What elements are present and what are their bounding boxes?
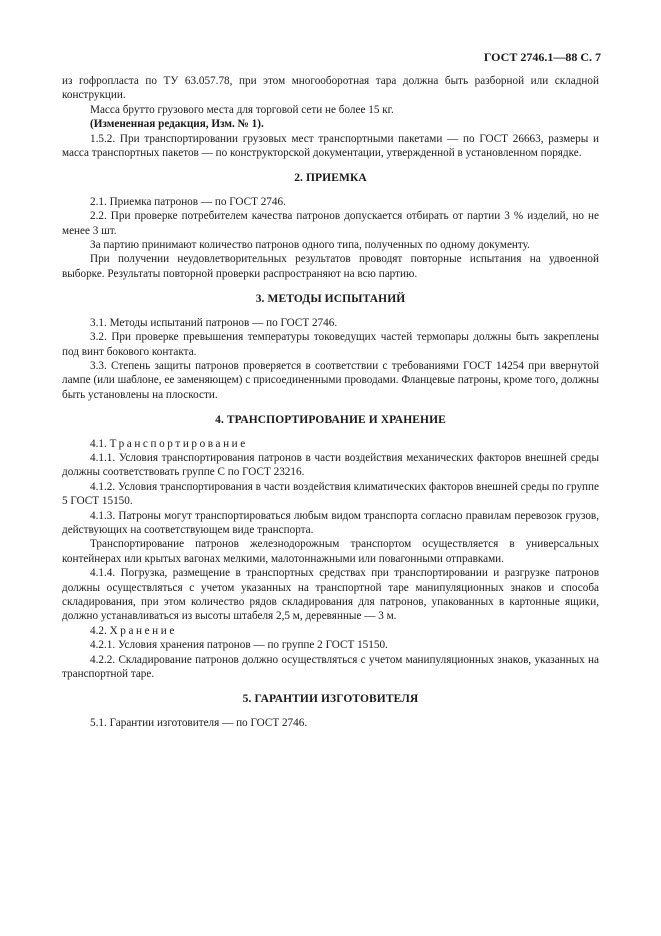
paragraph: 2.2. При проверке потребителем качества патронов допускается отбирать от партии 3 % изделий, но не менее 3 шт. bbox=[62, 210, 599, 237]
section-heading: 3. МЕТОДЫ ИСПЫТАНИЙ bbox=[255, 293, 406, 306]
paragraph: из гофропласта по ТУ 63.057.78, при этом многооборотная тара должна быть разборной или складной конструкции. bbox=[62, 75, 599, 102]
page-header: ГОСТ 2746.1—88 С. 7 bbox=[483, 50, 601, 64]
paragraph: 4.1.3. Патроны могут транспортироваться любым видом транспорта согласно правилам перевозок грузов, действующих на соответствующем виде транспорта. bbox=[62, 509, 599, 536]
subsection-title: 4.1. Транспортирование bbox=[90, 437, 248, 450]
document-body bbox=[62, 74, 599, 730]
section-heading: 2. ПРИЕМКА bbox=[294, 172, 367, 185]
subsection-title: 4.2. Хранение bbox=[90, 624, 177, 637]
paragraph: 4.1.4. Погрузка, размещение в транспортных средствах при транспортировании и разгрузке патронов должны осуществляться с учетом указанных на транспортной таре манипуляционных знаков и способа складирования, при этом количество рядов складирования для патронов, упакованных в картонные ящики, должно устанавливаться из высоты штабеля 2,5 м, деревянные — 3 м. bbox=[62, 567, 599, 623]
paragraph: 5.1. Гарантии изготовителя — по ГОСТ 2746. bbox=[90, 716, 308, 729]
paragraph: 4.2.1. Условия хранения патронов — по группе 2 ГОСТ 15150. bbox=[90, 639, 388, 652]
paragraph: 3.1. Методы испытаний патронов — по ГОСТ 2746. bbox=[90, 316, 338, 329]
paragraph: 2.1. Приемка патронов — по ГОСТ 2746. bbox=[90, 195, 286, 208]
section-heading: 5. ГАРАНТИИ ИЗГОТОВИТЕЛЯ bbox=[242, 693, 419, 706]
paragraph: 4.1.1. Условия транспортирования патронов в части воздействия механических факторов внешней среды должны соответствовать группе С по ГОСТ 23216. bbox=[62, 451, 599, 479]
paragraph: 3.3. Степень защиты патронов проверяется в соответствии с требованиями ГОСТ 14254 при ввернутой лампе (или шаблоне, ее заменяющем) с присоединенными проводами. Фланцевые патроны, кроме того, должны быть установлены на плоскости. bbox=[62, 359, 599, 401]
paragraph: 4.2.2. Складирование патронов должно осуществляться с учетом манипуляционных знаков, указанных на транспортной таре. bbox=[62, 653, 599, 681]
paragraph: 3.2. При проверке превышения температуры токоведущих частей термопары должны быть закреплены под винт бокового контакта. bbox=[62, 331, 599, 358]
paragraph: Масса брутто грузового места для торговой сети не более 15 кг. bbox=[90, 103, 394, 116]
paragraph: 1.5.2. При транспортировании грузовых мест транспортными пакетами — по ГОСТ 26663, размеры и масса транспортных пакетов — по конструкторской документации, утвержденной в установленном порядке. bbox=[62, 132, 599, 160]
paragraph: При получении неудовлетворительных результатов проводят повторные испытания на удвоенной выборке. Результаты повторной проверки распространяют на всю партию. bbox=[62, 253, 599, 280]
paragraph: 4.1.2. Условия транспортирования в части воздействия климатических факторов внешней среды по группе 5 ГОСТ 15150. bbox=[62, 480, 599, 508]
paragraph: За партию принимают количество патронов одного типа, полученных по одному документу. bbox=[90, 239, 530, 252]
section-heading: 4. ТРАНСПОРТИРОВАНИЕ И ХРАНЕНИЕ bbox=[215, 414, 446, 427]
paragraph: Транспортирование патронов железнодорожным транспортом осуществляется в универсальных контейнерах или крытых вагонах мелкими, малотоннажными или повагонными отправками. bbox=[62, 538, 599, 565]
paragraph: (Измененная редакция, Изм. № 1). bbox=[90, 118, 264, 131]
